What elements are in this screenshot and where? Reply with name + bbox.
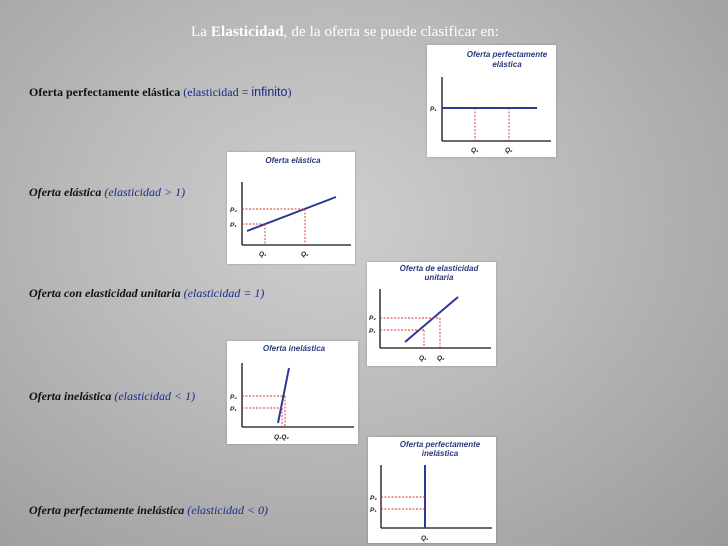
p1-label: P₁ bbox=[230, 406, 237, 413]
p2-label: P₂ bbox=[370, 495, 377, 502]
p1-label: P₁ bbox=[430, 106, 437, 113]
q2-label: Q₂ bbox=[505, 147, 513, 154]
graph-title: Oferta inelástica bbox=[262, 344, 326, 353]
graph-title: Oferta elástica bbox=[265, 156, 321, 165]
slide-title bbox=[0, 24, 690, 41]
graph-elastic bbox=[227, 152, 355, 264]
row-param: (elasticidad = infinito) bbox=[183, 85, 292, 99]
q1-label: Q₁ bbox=[421, 535, 429, 542]
row-label: Oferta perfectamente inelástica bbox=[29, 503, 185, 517]
p1-label: P₁ bbox=[230, 222, 237, 229]
q1-label: Q₁ bbox=[419, 355, 427, 362]
supply-curve bbox=[247, 197, 336, 231]
p2-label: P₂ bbox=[230, 207, 237, 214]
row-param: (elasticidad < 1) bbox=[114, 389, 196, 403]
graph-title-line1: Oferta perfectamente bbox=[466, 50, 548, 59]
p1-label: P₁ bbox=[370, 507, 377, 514]
graph-title-line1: Oferta perfectamente bbox=[399, 440, 481, 449]
graph-inelastic bbox=[227, 341, 358, 444]
p2-label: P₂ bbox=[369, 315, 376, 322]
row-param: (elasticidad < 0) bbox=[187, 503, 269, 517]
graph-title-line2: elástica bbox=[492, 60, 522, 69]
title-suffix: , de la oferta se puede clasificar en: bbox=[283, 24, 500, 40]
q2-label: Q₂ bbox=[437, 355, 445, 362]
supply-curve bbox=[278, 368, 289, 423]
row-elastic bbox=[29, 185, 185, 200]
row-perfectly-inelastic bbox=[29, 503, 268, 518]
title-prefix: La bbox=[190, 24, 211, 40]
graph-perfectly-inelastic bbox=[368, 437, 496, 543]
graph-title-line2: inelástica bbox=[421, 449, 459, 458]
row-inelastic bbox=[29, 389, 195, 404]
row-label: Oferta perfectamente elástica bbox=[29, 85, 181, 99]
row-label: Oferta inelástica bbox=[29, 389, 112, 403]
graph-title-line1: Oferta de elasticidad bbox=[399, 264, 479, 273]
row-param: (elasticidad = 1) bbox=[183, 286, 265, 300]
row-param: (elasticidad > 1) bbox=[104, 185, 186, 199]
row-perfectly-elastic bbox=[29, 85, 291, 100]
q2-label: Q₂ bbox=[301, 251, 309, 258]
graph-title-line2: unitaria bbox=[424, 273, 454, 282]
row-label: Oferta con elasticidad unitaria bbox=[29, 286, 181, 300]
graph-perfectly-elastic bbox=[427, 45, 556, 157]
supply-curve bbox=[405, 297, 458, 342]
q1-label: Q₁ bbox=[471, 147, 479, 154]
row-label: Oferta elástica bbox=[29, 185, 102, 199]
row-unitary bbox=[29, 286, 264, 301]
title-keyword: Elasticidad bbox=[210, 24, 284, 40]
p1-label: P₁ bbox=[369, 328, 376, 335]
graph-unitary bbox=[367, 262, 496, 366]
p2-label: P₂ bbox=[230, 394, 237, 401]
q1-label: Q₁ bbox=[259, 251, 267, 258]
q1q2-label: Q₁Q₂ bbox=[274, 434, 289, 441]
